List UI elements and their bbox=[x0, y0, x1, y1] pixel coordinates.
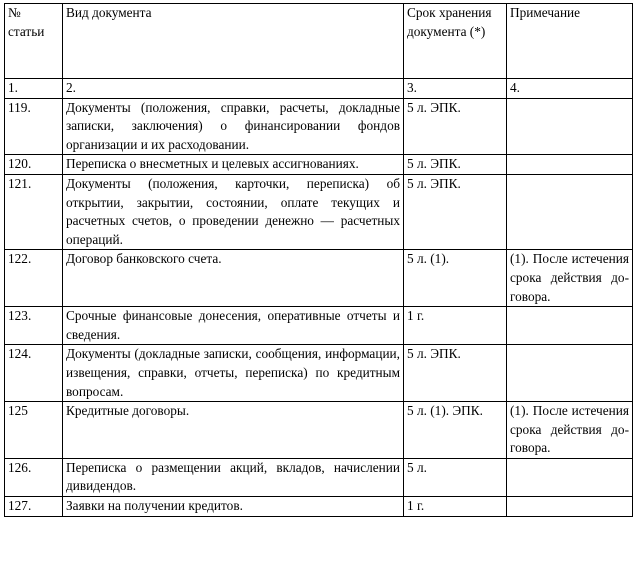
table-row bbox=[5, 458, 633, 496]
row-note bbox=[507, 155, 633, 175]
header-row bbox=[5, 4, 633, 79]
table-row bbox=[5, 345, 633, 402]
row-num: 120. bbox=[5, 155, 63, 175]
row-note bbox=[507, 497, 633, 517]
row-num: 124. bbox=[5, 345, 63, 402]
row-type: Договор банковского счета. bbox=[63, 250, 404, 307]
table-row bbox=[5, 307, 633, 345]
row-note bbox=[507, 345, 633, 402]
row-num: 126. bbox=[5, 458, 63, 496]
row-type: Переписка о внесметных и целевых ассигнованиях. bbox=[63, 155, 404, 175]
row-term: 1 г. bbox=[404, 497, 507, 517]
records-retention-table bbox=[4, 3, 633, 517]
row-note: (1). После истечения срока действия договора. bbox=[507, 250, 633, 307]
header-note: Примечание bbox=[507, 4, 633, 79]
row-num: 123. bbox=[5, 307, 63, 345]
row-num: 121. bbox=[5, 174, 63, 249]
row-term: 5 л. (1). bbox=[404, 250, 507, 307]
row-note bbox=[507, 174, 633, 249]
column-number: 1. bbox=[5, 79, 63, 99]
column-number: 2. bbox=[63, 79, 404, 99]
header-type: Вид документа bbox=[63, 4, 404, 79]
row-term: 5 л. ЭПК. bbox=[404, 155, 507, 175]
row-type: Документы (положения, справки, расчеты, докладные записки, заключения) о финансировании фондов организации и их расходовании. bbox=[63, 98, 404, 155]
row-note bbox=[507, 458, 633, 496]
table-row bbox=[5, 174, 633, 249]
table-row bbox=[5, 497, 633, 517]
column-number: 4. bbox=[507, 79, 633, 99]
row-note bbox=[507, 307, 633, 345]
row-term: 5 л. ЭПК. bbox=[404, 174, 507, 249]
row-type: Заявки на получении кредитов. bbox=[63, 497, 404, 517]
row-note bbox=[507, 98, 633, 155]
row-term: 5 л. bbox=[404, 458, 507, 496]
row-term: 5 л. (1). ЭПК. bbox=[404, 402, 507, 459]
row-type: Документы (положения, карточки, переписка) об открытии, закрытии, состоянии, оплате текущих и расчетных счетов, о проведении денежно — расчетных операций. bbox=[63, 174, 404, 249]
header-term: Срок хранения документа (*) bbox=[404, 4, 507, 79]
row-num: 127. bbox=[5, 497, 63, 517]
column-number: 3. bbox=[404, 79, 507, 99]
row-term: 5 л. ЭПК. bbox=[404, 98, 507, 155]
row-term: 5 л. ЭПК. bbox=[404, 345, 507, 402]
row-type: Переписка о размещении акций, вкладов, начислении дивидендов. bbox=[63, 458, 404, 496]
row-num: 122. bbox=[5, 250, 63, 307]
row-num: 119. bbox=[5, 98, 63, 155]
table-row bbox=[5, 155, 633, 175]
table-row bbox=[5, 402, 633, 459]
row-num: 125 bbox=[5, 402, 63, 459]
row-type: Кредитные договоры. bbox=[63, 402, 404, 459]
header-num: № статьи bbox=[5, 4, 63, 79]
column-number-row bbox=[5, 79, 633, 99]
table-row bbox=[5, 98, 633, 155]
row-type: Срочные финансовые донесения, оперативные отчеты и сведения. bbox=[63, 307, 404, 345]
row-type: Документы (докладные записки, сообщения, информации, извещения, справки, отчеты, переписка) по кредитным вопросам. bbox=[63, 345, 404, 402]
table-row bbox=[5, 250, 633, 307]
row-term: 1 г. bbox=[404, 307, 507, 345]
row-note: (1). После истечения срока действия договора. bbox=[507, 402, 633, 459]
